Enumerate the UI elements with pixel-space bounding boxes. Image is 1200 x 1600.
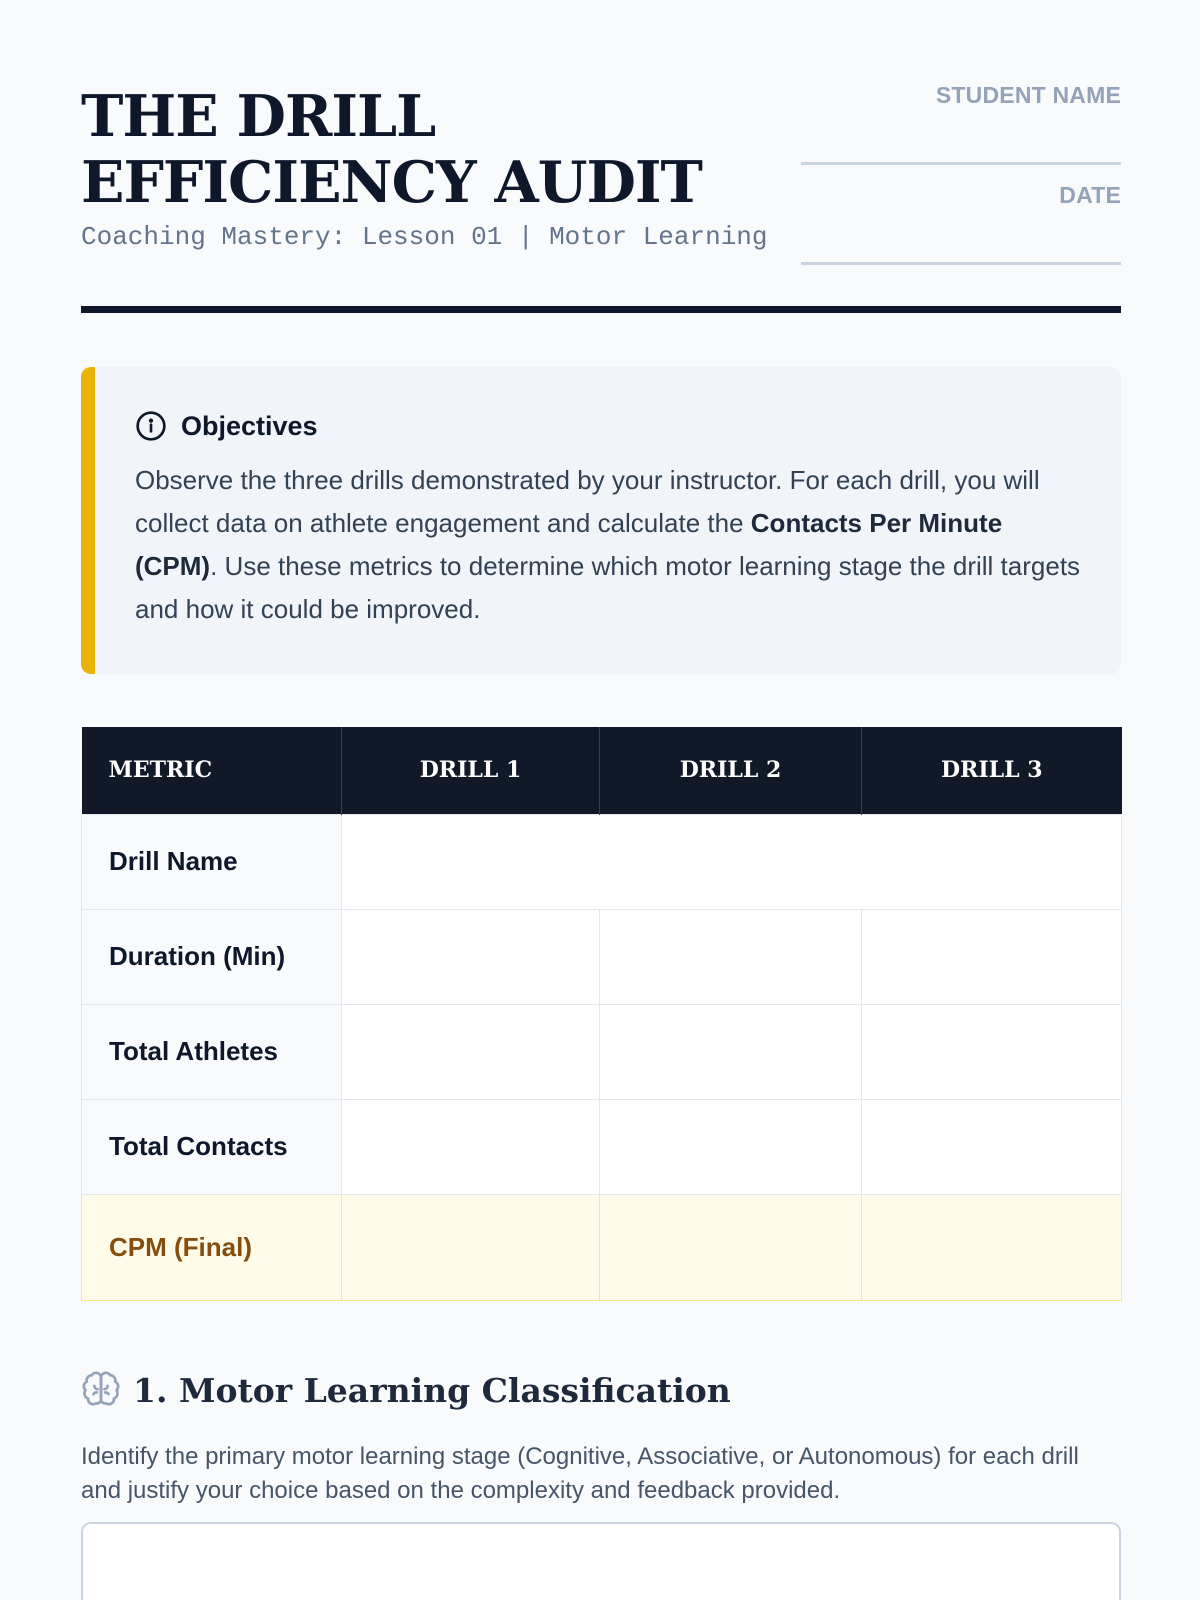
objectives-text-bold: Contacts Per Minute (CPM): [135, 508, 1003, 581]
table-row-athletes: [82, 1004, 1122, 1099]
info-icon: [135, 410, 167, 442]
table-header-row: [82, 727, 1122, 814]
objectives-callout: [81, 367, 1121, 674]
cpm-drill-2-cell[interactable]: [600, 1194, 862, 1300]
header-drill-1: DRILL 1: [342, 727, 600, 814]
section-1-title: 1. Motor Learning Classification: [133, 1370, 731, 1410]
contacts-drill-2-cell[interactable]: [600, 1099, 862, 1194]
objectives-text-before: Observe the three drills demonstrated by your instructor. For each drill, you will collect data on athlete engagement and calculate the: [135, 465, 1040, 538]
section-1-description: Identify the primary motor learning stage (Cognitive, Associative, or Autonomous) for each drill and justify your choice based on the complexity and feedback provided.: [81, 1443, 1079, 1504]
row-label-cpm-final: CPM (Final): [82, 1194, 342, 1300]
date-field[interactable]: [801, 182, 1121, 266]
row-label-contacts: Total Contacts: [82, 1099, 342, 1194]
brain-icon: [81, 1370, 121, 1410]
header-drill-3: DRILL 3: [862, 727, 1122, 814]
cpm-drill-3-cell[interactable]: [862, 1194, 1122, 1300]
cpm-drill-1-cell[interactable]: [342, 1194, 600, 1300]
date-line: [801, 262, 1121, 265]
page-title: THE DRILL EFFICIENCY AUDIT: [81, 83, 702, 216]
student-name-line: [801, 162, 1121, 165]
section-1-heading: [81, 1370, 731, 1410]
header-metric: METRIC: [82, 727, 342, 814]
row-label-duration: Duration (Min): [82, 909, 342, 1004]
athletes-drill-3-cell[interactable]: [862, 1004, 1122, 1099]
athletes-drill-1-cell[interactable]: [342, 1004, 600, 1099]
page-subtitle: Coaching Mastery: Lesson 01 | Motor Learning: [81, 222, 768, 252]
table-row-contacts: [82, 1099, 1122, 1194]
section-1-answer-box[interactable]: [81, 1522, 1121, 1600]
worksheet-header: [81, 0, 1121, 314]
objectives-heading: [135, 410, 318, 442]
row-label-athletes: Total Athletes: [82, 1004, 342, 1099]
student-name-field[interactable]: [801, 82, 1121, 166]
table-row-duration: [82, 909, 1122, 1004]
student-name-label: STUDENT NAME: [935, 82, 1121, 108]
header-divider: [81, 306, 1121, 313]
athletes-drill-2-cell[interactable]: [600, 1004, 862, 1099]
objectives-text: [135, 459, 1085, 631]
contacts-drill-3-cell[interactable]: [862, 1099, 1122, 1194]
duration-drill-1-cell[interactable]: [342, 909, 600, 1004]
objectives-text-after: . Use these metrics to determine which motor learning stage the drill targets and how it could be improved.: [135, 551, 1081, 624]
table-row-drill-name: [82, 814, 1122, 909]
row-label-drill-name: Drill Name: [82, 814, 342, 909]
date-label: DATE: [1059, 182, 1121, 208]
drill-audit-table: [81, 727, 1122, 1301]
table-row-cpm-final: [82, 1194, 1122, 1300]
duration-drill-3-cell[interactable]: [862, 909, 1122, 1004]
contacts-drill-1-cell[interactable]: [342, 1099, 600, 1194]
header-drill-2: DRILL 2: [600, 727, 862, 814]
objectives-title: Objectives: [181, 410, 318, 441]
worksheet-page: [81, 0, 1121, 1504]
drill-name-cell[interactable]: [342, 814, 1122, 909]
duration-drill-2-cell[interactable]: [600, 909, 862, 1004]
